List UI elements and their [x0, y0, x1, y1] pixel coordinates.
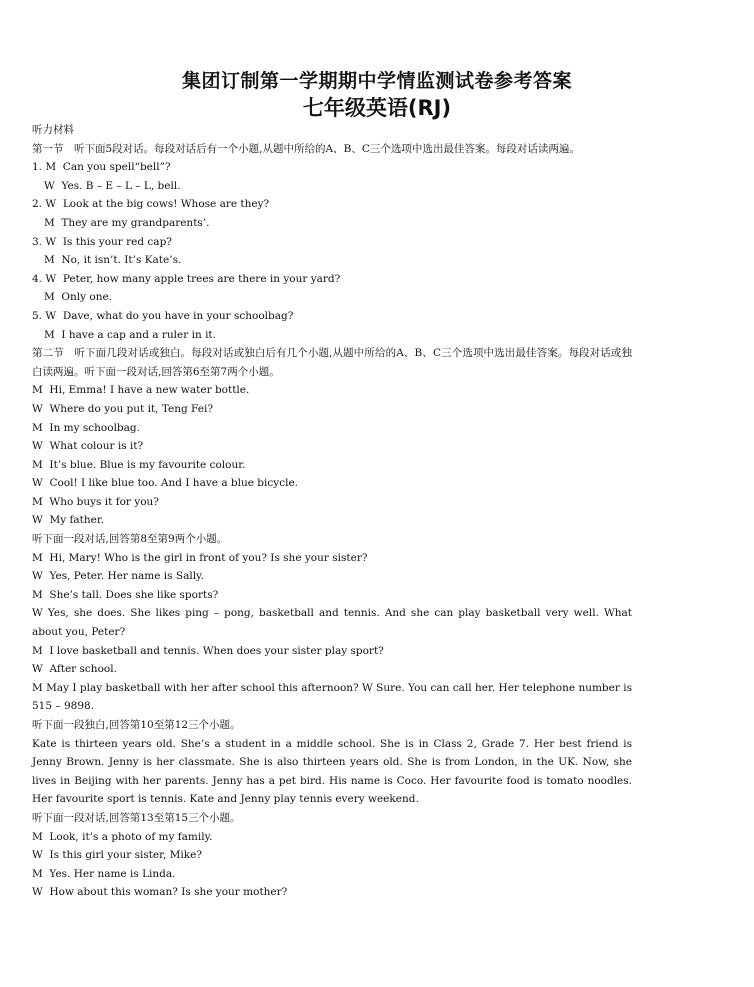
part1-line: M They are my grandparents’. — [44, 216, 210, 229]
part1-instruction: 第一节 听下面5段对话。每段对话后有一个小题,从题中所给的A、B、C三个选项中选出最佳答案。每段对话读两遍。 — [32, 142, 580, 155]
dialog-line: M She’s tall. Does she like sports? — [32, 588, 219, 601]
part1-line: 5. W Dave, what do you have in your schoolbag? — [32, 309, 294, 322]
part1-line: 2. W Look at the big cows! Whose are they? — [32, 198, 270, 211]
part1-line: W Yes. B – E – L – L, bell. — [44, 179, 181, 192]
part1-line: 4. W Peter, how many apple trees are there in your yard? — [32, 272, 341, 285]
dialog-line: M May I play basketball with her after school this afternoon? W Sure. You can call her. Her telephone number is 515 – 9898. — [32, 681, 632, 713]
section-intro: 听下面一段对话,回答第13至第15三个小题。 — [32, 811, 241, 824]
dialog-line: M In my schoolbag. — [32, 421, 140, 434]
dialog-line: W After school. — [32, 663, 117, 676]
dialog-line: W What colour is it? — [32, 440, 144, 453]
dialog-line: M I love basketball and tennis. When does your sister play sport? — [32, 644, 384, 657]
dialog-line: W Yes, Peter. Her name is Sally. — [32, 570, 204, 583]
part1-line: 3. W Is this your red cap? — [32, 235, 172, 248]
dialog-line: M Who buys it for you? — [32, 495, 159, 508]
monologue-paragraph: Kate is thirteen years old. She’s a student in a middle school. She is in Class 2, Grade 7. Her best friend is Jenny Brown. Jenny is her classmate. She is also thirteen years old. She is from London, in the UK. Now, she lives in Beijing with her parents. Jenny has a pet bird. His name is Coco. Her favourite food is tomato noodles. Her favourite sport is tennis. Kate and Jenny play tennis every weekend. — [32, 737, 632, 806]
part1-line: M No, it isn’t. It’s Kate’s. — [44, 254, 182, 267]
part1-line: 1. M Can you spell“bell”? — [32, 161, 171, 174]
dialog-line: W My father. — [32, 514, 105, 527]
document-subtitle: 七年级英语(RJ) — [302, 96, 452, 120]
document-title: 集团订制第一学期期中学情监测试卷参考答案 — [181, 70, 572, 92]
dialog-line: M Yes. Her name is Linda. — [32, 867, 176, 880]
dialog-line: W Cool! I like blue too. And I have a blue bicycle. — [32, 477, 298, 490]
dialog-line: M It’s blue. Blue is my favourite colour. — [32, 458, 246, 471]
document-body — [32, 121, 632, 902]
dialog-line: M Look, it’s a photo of my family. — [32, 830, 213, 843]
dialog-line: W Is this girl your sister, Mike? — [32, 849, 202, 862]
part1-line: M Only one. — [44, 291, 113, 304]
section-intro: 听下面一段独白,回答第10至第12三个小题。 — [32, 719, 241, 731]
dialog-line: W Where do you put it, Teng Fei? — [32, 402, 213, 415]
dialog-line: W Yes, she does. She likes ping – pong, basketball and tennis. And she can play basketball very well. What about you, Peter? — [32, 607, 632, 639]
dialog-line: M Hi, Emma! I have a new water bottle. — [32, 384, 250, 397]
section-intro: 听下面一段对话,回答第8至第9两个小题。 — [32, 533, 228, 546]
section-heading: 听力材料 — [32, 124, 74, 136]
dialog-line: W How about this woman? Is she your mother? — [32, 886, 288, 899]
part1-line: M I have a cap and a ruler in it. — [44, 328, 216, 341]
part2-instruction: 第二节 听下面几段对话或独白。每段对话或独白后有几个小题,从题中所给的A、B、C三个选项中选出最佳答案。每段对话或独白读两遍。听下面一段对话,回答第6至第7两个小题。 — [32, 347, 632, 378]
dialog-line: M Hi, Mary! Who is the girl in front of you? Is she your sister? — [32, 551, 368, 564]
